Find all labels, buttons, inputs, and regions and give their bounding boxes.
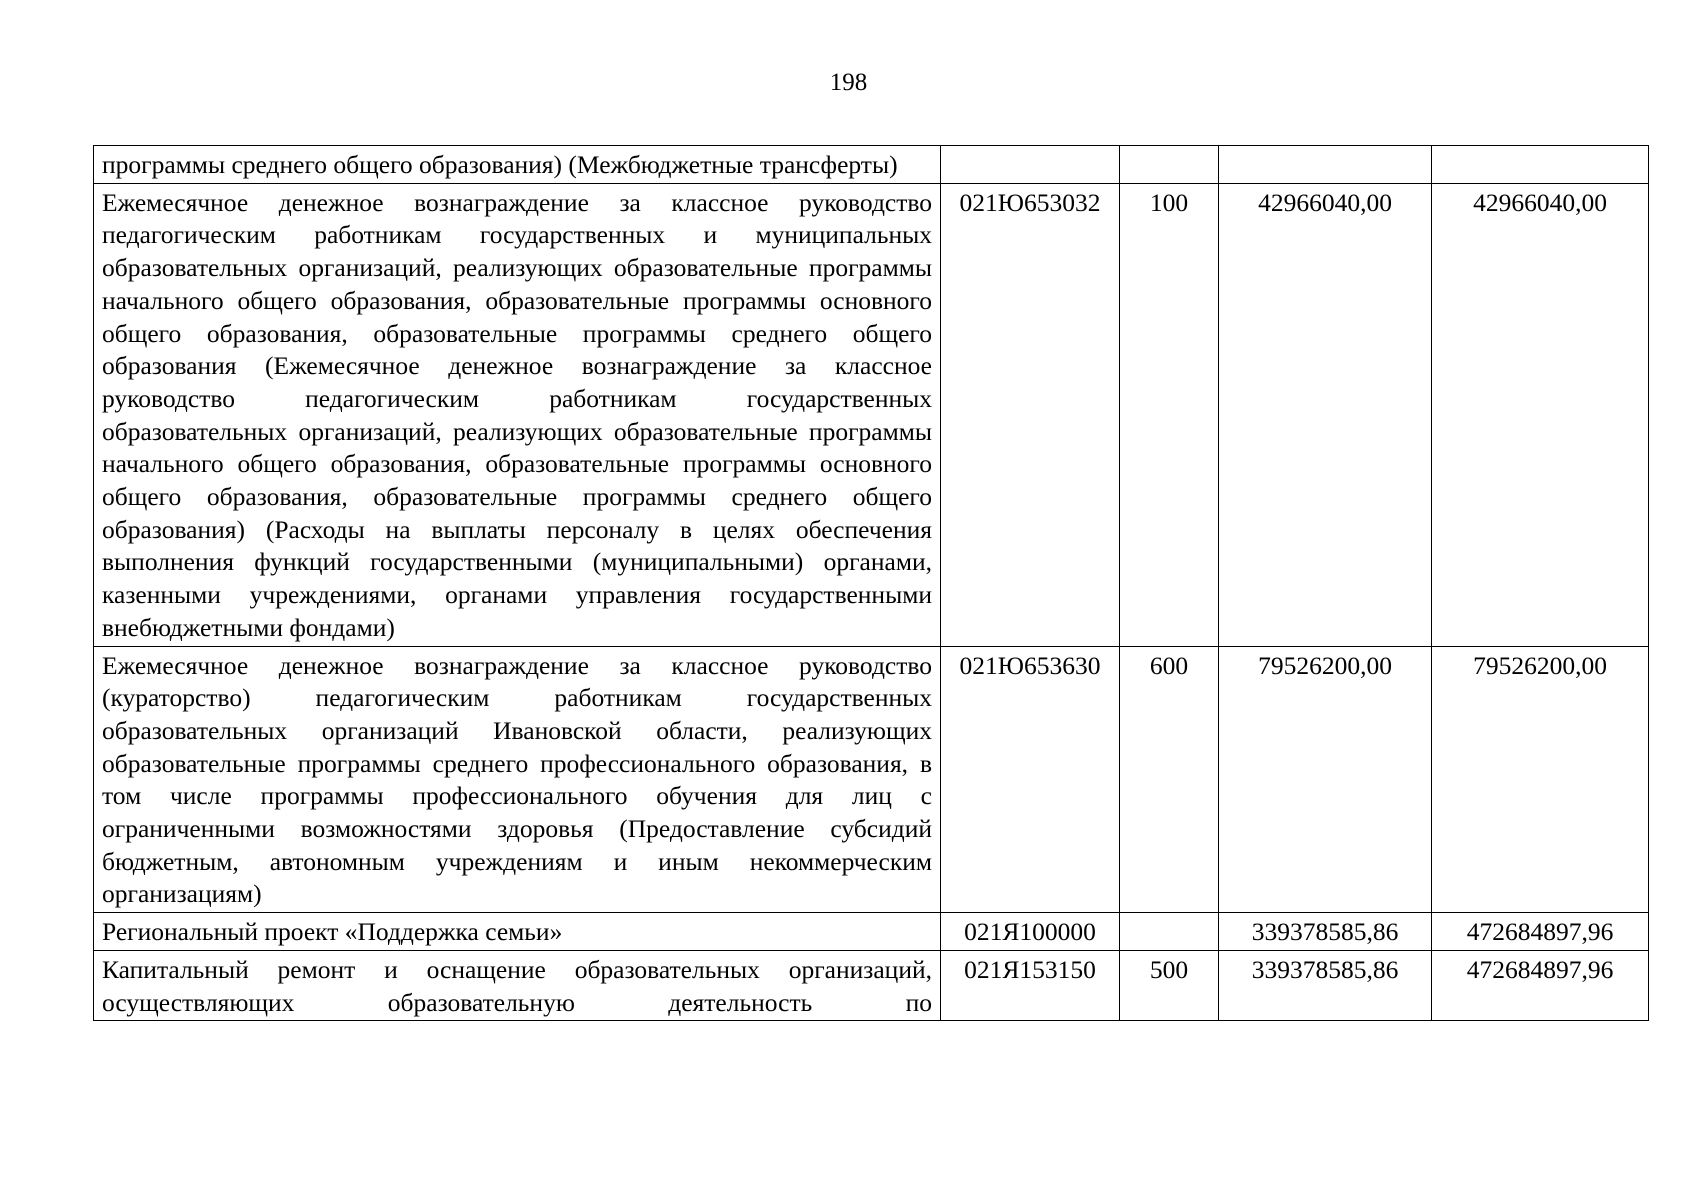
row-sum-year-1: 79526200,00: [1219, 646, 1432, 913]
row-expense-type: [1120, 913, 1219, 951]
row-sum-year-2: 472684897,96: [1432, 913, 1649, 951]
row-sum-year-1: 42966040,00: [1219, 183, 1432, 646]
row-sum-year-2: 79526200,00: [1432, 646, 1649, 913]
table-row: [94, 646, 1649, 913]
table-row: [94, 913, 1649, 951]
row-sum-year-2: 42966040,00: [1432, 183, 1649, 646]
row-sum-year-1: 339378585,86: [1219, 913, 1432, 951]
row-expense-type: 600: [1120, 646, 1219, 913]
row-target-code: [941, 146, 1120, 184]
row-target-code: 021Ю653032: [941, 183, 1120, 646]
row-sum-year-2: 472684897,96: [1432, 950, 1649, 1020]
row-target-code: 021Я100000: [941, 913, 1120, 951]
table-row: [94, 183, 1649, 646]
table-row: [94, 950, 1649, 1020]
page-number: 198: [829, 69, 868, 96]
row-expense-type: [1120, 146, 1219, 184]
row-sum-year-2: [1432, 146, 1649, 184]
row-description: Ежемесячное денежное вознаграждение за классное руководство педагогическим работникам государственных и муниципальных образовательных организаций, реализующих образовательные программы начального общего образования, образовательные программы основного общего образования, образовательные программы среднего общего образования (Ежемесячное денежное вознаграждение за классное руководство педагогическим работникам государственных образовательных организаций, реализующих образовательные программы начального общего образования, образовательные программы основного общего образования, образовательные программы среднего общего образования) (Расходы на выплаты персоналу в целях обеспечения выполнения функций государственными (муниципальными) органами, казенными учреждениями, органами управления государственными внебюджетными фондами): [94, 183, 941, 646]
table-row: [94, 146, 1649, 184]
row-description: Капитальный ремонт и оснащение образовательных организаций, осуществляющих образовательную деятельность по: [94, 950, 941, 1020]
row-description: Ежемесячное денежное вознаграждение за классное руководство (кураторство) педагогическим работникам государственных образовательных организаций Ивановской области, реализующих образовательные программы среднего профессионального образования, в том числе программы профессионального обучения для лиц с ограниченными возможностями здоровья (Предоставление субсидий бюджетным, автономным учреждениям и иным некоммерческим организациям): [94, 646, 941, 913]
row-expense-type: 100: [1120, 183, 1219, 646]
row-description: Региональный проект «Поддержка семьи»: [94, 913, 941, 951]
budget-table: [93, 145, 1649, 1021]
row-sum-year-1: [1219, 146, 1432, 184]
row-expense-type: 500: [1120, 950, 1219, 1020]
row-target-code: 021Ю653630: [941, 646, 1120, 913]
row-sum-year-1: 339378585,86: [1219, 950, 1432, 1020]
row-description: программы среднего общего образования) (Межбюджетные трансферты): [94, 146, 941, 184]
row-target-code: 021Я153150: [941, 950, 1120, 1020]
